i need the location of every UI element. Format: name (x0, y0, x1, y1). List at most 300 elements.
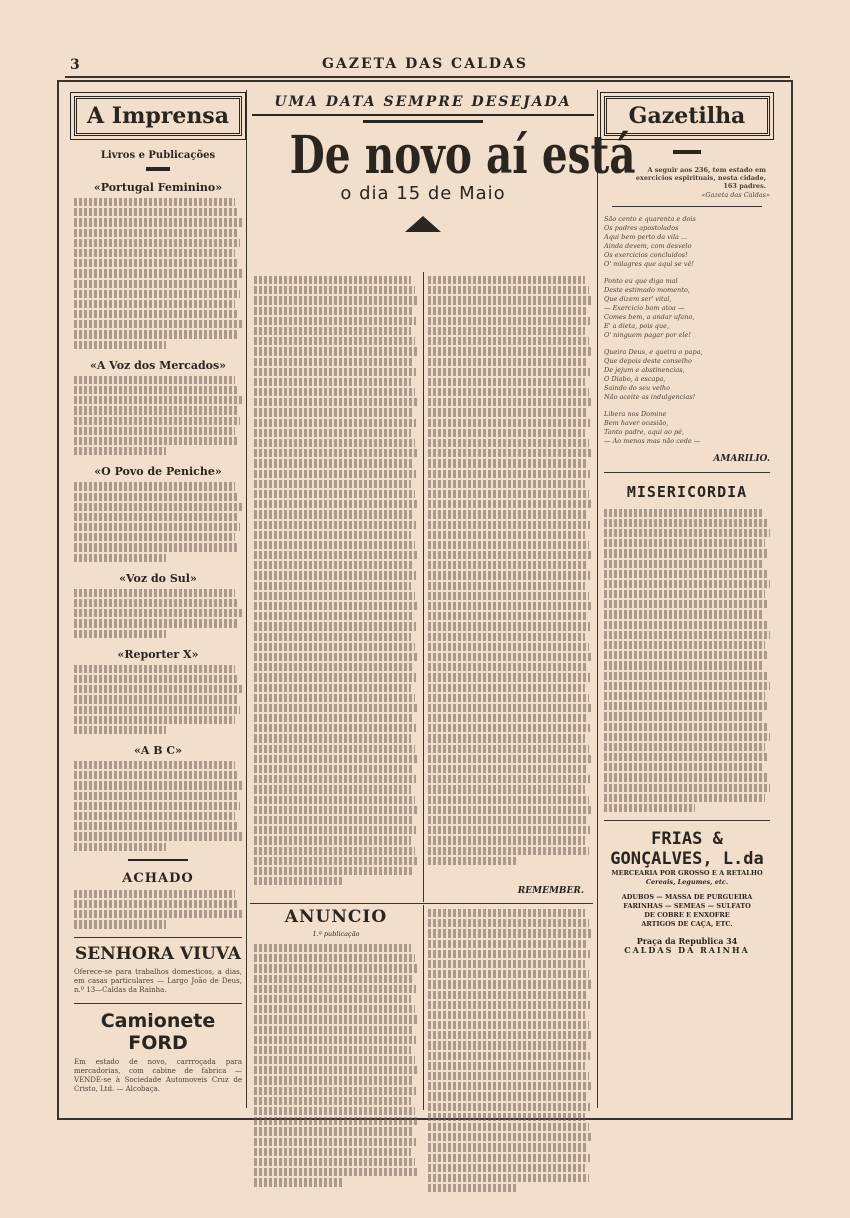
article-text-line (428, 643, 589, 651)
senhora-viuva-title: SENHORA VIUVA (75, 943, 241, 964)
article-signature: REMEMBER. (517, 886, 584, 896)
anuncio-text-line (428, 1174, 589, 1182)
misericordia-text-line (604, 519, 767, 527)
article-text-line (254, 714, 413, 722)
achado-text (74, 890, 242, 929)
article-text-line (254, 643, 415, 651)
article-text-line (428, 653, 592, 661)
article-text-line (254, 541, 415, 549)
article-text-line (254, 633, 411, 641)
article-text-line (428, 857, 518, 865)
article-text-line (428, 317, 590, 325)
imprensa-section-text-line (74, 589, 235, 597)
imprensa-section-text-line (74, 208, 239, 216)
article-text-line (254, 307, 413, 315)
column-rule-right (597, 90, 598, 1108)
poem-line: Não aceite as indulgencias! (604, 392, 696, 401)
imprensa-section-text-line (74, 493, 239, 501)
ad-line: ADUBOS — MASSA DE PURGUEIRA (621, 893, 753, 902)
poem-line: Que depois deste conselho (604, 356, 692, 365)
anuncio-column-a (254, 944, 418, 1189)
article-text-line (254, 622, 416, 630)
imprensa-title: A Imprensa (74, 96, 242, 136)
anuncio-text-line (428, 1011, 585, 1019)
article-text-line (428, 684, 585, 692)
imprensa-section-title: «A B C» (134, 744, 182, 758)
right-column (604, 96, 770, 1111)
ad-title: FRIAS & GONÇALVES, L.da (610, 829, 764, 870)
misericordia-text (604, 509, 770, 813)
anuncio-text-line (254, 1117, 418, 1125)
poem-stanza (604, 348, 770, 402)
article-column-b (428, 276, 592, 867)
article-text-line (254, 673, 416, 681)
anuncio-text-line (254, 1107, 415, 1115)
article-text-line (428, 622, 590, 630)
anuncio-text-line (428, 1103, 590, 1111)
kicker-rule-short (363, 120, 483, 123)
imprensa-section-text-line (74, 726, 166, 734)
anuncio-text-line (254, 1138, 416, 1146)
article-text-line (254, 459, 413, 467)
poem-line: Ainda devem, com desvelo (604, 241, 692, 250)
article-text-line (254, 317, 416, 325)
article-text-line (428, 836, 585, 844)
newspaper-title: GAZETA DAS CALDAS (321, 56, 529, 72)
header-rule (65, 76, 790, 78)
imprensa-section-text-line (74, 533, 235, 541)
article-text-line (428, 602, 592, 610)
article-text-line (254, 785, 411, 793)
achado-text-line (74, 900, 239, 908)
imprensa-section-text-line (74, 630, 166, 638)
misericordia-text-line (604, 743, 765, 751)
section-rule (612, 206, 762, 207)
poem-signature: AMARILIO. (713, 453, 770, 464)
ford-title: Camionete FORD (100, 1009, 216, 1054)
article-text-line (428, 459, 587, 467)
achado-text-line (74, 910, 242, 918)
poem-line: Comes bem, a andar ufano, (604, 312, 695, 321)
anuncio-text-line (428, 940, 587, 948)
ad-line: Cereais, Legumes, etc. (645, 878, 729, 887)
article-text-line (254, 439, 415, 447)
achado-text-line (74, 920, 166, 928)
misericordia-text-line (604, 529, 770, 537)
anuncio-text-line (254, 1036, 416, 1044)
article-text-line (254, 745, 415, 753)
article-text-line (254, 612, 413, 620)
article-text-line (254, 531, 411, 539)
misericordia-text-line (604, 773, 767, 781)
article-text-line (254, 836, 411, 844)
article-text-line (254, 653, 418, 661)
senhora-viuva-text: Oferece-se para trabalhos domesticos, a dias, em casas particulares — Largo João de Deus, n.º 13—Caldas da Rainha. (74, 967, 242, 994)
article-text-line (254, 378, 411, 386)
poem-line: E' a dieta, pois que, (604, 321, 670, 330)
anuncio-text-line (428, 970, 589, 978)
section-rule (604, 472, 770, 473)
imprensa-section-text-line (74, 198, 235, 206)
anuncio-text-line (428, 1062, 585, 1070)
article-text-line (428, 327, 585, 335)
article-text-line (428, 307, 587, 315)
article-text-line (428, 368, 590, 376)
imprensa-section-text-line (74, 300, 235, 308)
article-text-line (254, 592, 415, 600)
gazetilha-intro-source: «Gazeta das Caldas» (701, 190, 770, 199)
anuncio-text-line (428, 1041, 587, 1049)
imprensa-section-title: «Reporter X» (117, 647, 199, 661)
article-text-line (428, 755, 592, 763)
ad-address: Praça da Republica 34 (636, 936, 738, 947)
imprensa-section-text-line (74, 665, 235, 673)
article-text-line (254, 480, 411, 488)
anuncio-title: ANUNCIO (284, 907, 388, 927)
imprensa-sections (74, 181, 242, 851)
article-text-line (428, 470, 590, 478)
article-text-line (254, 857, 418, 865)
poem-line: Queira Deus, e queira o papa, (604, 347, 703, 356)
imprensa-section-text-line (74, 406, 237, 414)
imprensa-section-text-line (74, 482, 235, 490)
anuncio-text-line (428, 1082, 592, 1090)
poem-line: Saindo do seu velho (604, 383, 671, 392)
imprensa-section-text-line (74, 396, 242, 404)
divider (146, 167, 170, 171)
article-text-line (428, 296, 592, 304)
article-text-line (254, 602, 418, 610)
left-column (74, 96, 242, 1111)
article-text-line (428, 286, 589, 294)
anuncio-text-line (254, 1066, 418, 1074)
article-text-line (254, 500, 418, 508)
imprensa-section-text-line (74, 843, 166, 851)
poem-line: De jejum e abstinencias, (604, 365, 685, 374)
misericordia-text-line (604, 692, 765, 700)
anuncio-text-line (254, 995, 411, 1003)
anuncio-text-line (428, 1113, 585, 1121)
anuncio-text-line (428, 950, 590, 958)
misericordia-text-line (604, 712, 763, 720)
imprensa-section-text-line (74, 771, 239, 779)
ad-line: MERCEARIA POR GROSSO E A RETALHO (611, 869, 763, 878)
anuncio-text-line (428, 919, 589, 927)
article-text-line (254, 816, 413, 824)
article-text-line (254, 358, 413, 366)
imprensa-section-text-line (74, 239, 240, 247)
misericordia-text-line (604, 672, 767, 680)
article-text-line (428, 439, 589, 447)
divider (673, 150, 701, 154)
imprensa-section-text-line (74, 822, 239, 830)
article-text-line (428, 561, 587, 569)
article-text-line (428, 694, 589, 702)
anuncio-text-line (428, 909, 585, 917)
imprensa-section-text-line (74, 310, 239, 318)
achado-text-line (74, 890, 235, 898)
imprensa-section-text-line (74, 503, 242, 511)
article-text-line (428, 806, 592, 814)
article-text-line (254, 429, 411, 437)
section-rule (74, 1003, 242, 1004)
article-text-line (254, 663, 413, 671)
imprensa-section-text-line (74, 792, 237, 800)
misericordia-text-line (604, 631, 770, 639)
anuncio-text-line (254, 1178, 344, 1186)
article-text-line (254, 847, 415, 855)
gazetilha-poem (604, 215, 770, 446)
misericordia-text-line (604, 570, 767, 578)
poem-line: Os padres apostolados (604, 223, 679, 232)
anuncio-text-line (254, 1046, 411, 1054)
imprensa-section-text-line (74, 386, 239, 394)
article-text-line (428, 419, 590, 427)
imprensa-section-text-line (74, 685, 242, 693)
misericordia-text-line (604, 641, 765, 649)
poem-line: Aqui bem perto da vila ... (604, 232, 688, 241)
article-text-line (428, 633, 585, 641)
poem-line: Libera nos Domine (604, 409, 667, 418)
article-text-line (254, 408, 413, 416)
article-text-line (428, 724, 590, 732)
article-text-line (254, 684, 411, 692)
article-text-line (254, 286, 415, 294)
imprensa-section-text-line (74, 761, 235, 769)
article-text-line (428, 429, 585, 437)
poem-line: — Ao menos mas não cede — (604, 436, 701, 445)
imprensa-section-text-line (74, 229, 237, 237)
misericordia-text-line (604, 784, 770, 792)
misericordia-text-line (604, 702, 768, 710)
imprensa-section-text-line (74, 417, 240, 425)
article-text-line (428, 745, 589, 753)
imprensa-section-text-line (74, 341, 166, 349)
imprensa-section-text-line (74, 554, 166, 562)
poem-stanza (604, 215, 770, 269)
poem-line: Os exercicios concluidos! (604, 250, 688, 259)
anuncio-text-line (428, 1001, 590, 1009)
article-text-line (254, 347, 418, 355)
imprensa-section-text-line (74, 447, 166, 455)
section-rule (604, 820, 770, 821)
article-text-line (428, 510, 587, 518)
anuncio-text-line (428, 1092, 587, 1100)
misericordia-text-line (604, 753, 768, 761)
anuncio-text-line (254, 944, 411, 952)
triangle-ornament (405, 216, 441, 232)
misericordia-text-line (604, 539, 765, 547)
article-text-line (428, 734, 585, 742)
article-text-line (428, 582, 585, 590)
anuncio-text-line (428, 929, 592, 937)
imprensa-section-text-line (74, 259, 239, 267)
article-text-line (254, 510, 413, 518)
imprensa-section-text-line (74, 695, 237, 703)
article-text-line (428, 388, 589, 396)
article-text-line (428, 826, 590, 834)
article-text-line (428, 521, 590, 529)
imprensa-section-title: «Portugal Feminino» (93, 181, 223, 194)
anuncio-text-line (254, 975, 413, 983)
imprensa-section-text-line (74, 706, 240, 714)
article-text-line (254, 521, 416, 529)
imprensa-section-text-line (74, 218, 242, 226)
article-text-line (428, 673, 590, 681)
imprensa-section-text-line (74, 812, 235, 820)
kicker-rule (252, 114, 594, 116)
anuncio-text-line (254, 1158, 415, 1166)
poem-line: O' ninguem pagar por ele! (604, 330, 691, 339)
article-text-line (254, 490, 415, 498)
imprensa-section-text-line (74, 781, 242, 789)
imprensa-section-text-line (74, 330, 237, 338)
article-text-line (254, 734, 411, 742)
article-text-line (254, 449, 418, 457)
imprensa-section-title: «O Povo de Peniche» (94, 465, 222, 479)
article-text-line (428, 765, 587, 773)
anuncio-text-line (428, 1031, 592, 1039)
anuncio-text-line (254, 1015, 418, 1023)
imprensa-section-text-line (74, 320, 242, 328)
article-text-line (428, 775, 590, 783)
anuncio-subtitle: 1.ª publicação (312, 930, 360, 938)
gazetilha-intro: A seguir aos 236, tem estado em exercicios espirituais, nesta cidade, 163 padres. (635, 166, 766, 191)
article-text-line (428, 378, 585, 386)
anuncio-text-line (254, 1056, 415, 1064)
article-subheadline: o dia 15 de Maio (340, 183, 506, 204)
column-rule-left (246, 90, 247, 1108)
imprensa-section-text-line (74, 427, 235, 435)
ad-line: ARTIGOS DE CAÇA, ETC. (641, 920, 733, 929)
article-text-line (254, 561, 413, 569)
misericordia-text-line (604, 600, 768, 608)
anuncio-text-line (254, 1005, 415, 1013)
article-text-line (428, 541, 589, 549)
article-text-line (254, 796, 415, 804)
article-text-line (254, 806, 418, 814)
article-text-line (428, 592, 589, 600)
misericordia-text-line (604, 549, 768, 557)
poem-stanza (604, 277, 770, 340)
anuncio-text-line (428, 1154, 590, 1162)
article-text-line (254, 571, 416, 579)
article-kicker: UMA DATA SEMPRE DESEJADA (274, 94, 572, 110)
divider (128, 859, 188, 861)
poem-line: Deste estimado momento, (604, 285, 690, 294)
anuncio-text-line (428, 960, 585, 968)
imprensa-section-text-line (74, 376, 235, 384)
article-text-line (254, 877, 344, 885)
misericordia-text-line (604, 763, 763, 771)
anuncio-text-line (428, 1133, 592, 1141)
imprensa-section-text-line (74, 280, 237, 288)
article-text-line (428, 337, 589, 345)
anuncio-text-line (428, 1052, 590, 1060)
article-text-line (254, 551, 418, 559)
achado-title: ACHADO (122, 870, 194, 886)
imprensa-section-text-line (74, 802, 240, 810)
ad-line: DE COBRE E ENXOFRE (644, 911, 730, 920)
article-text-line (254, 419, 416, 427)
imprensa-section-text-line (74, 543, 239, 551)
article-text-line (428, 612, 587, 620)
article-text-line (428, 704, 592, 712)
misericordia-text-line (604, 794, 765, 802)
imprensa-section-text-line (74, 437, 239, 445)
ad-city: CALDAS DA RAINHA (624, 945, 750, 956)
anuncio-text-line (254, 1148, 411, 1156)
anuncio-text-line (254, 1087, 416, 1095)
gazetilha-title: Gazetilha (604, 96, 770, 136)
anuncio-text-line (428, 1143, 587, 1151)
article-text-line (254, 470, 416, 478)
anuncio-text-line (428, 980, 592, 988)
article-text-line (428, 408, 587, 416)
article-text-line (428, 663, 587, 671)
anuncio-text-line (254, 1076, 413, 1084)
article-column-a (254, 276, 418, 887)
imprensa-section-text-line (74, 523, 240, 531)
poem-line: Ponto eu que diga mal (604, 276, 678, 285)
poem-stanza (604, 410, 770, 446)
article-text-line (254, 368, 416, 376)
misericordia-title: MISERICORDIA (626, 482, 748, 501)
poem-line: — Exercicio bom atoa — (604, 303, 685, 312)
article-text-line (254, 694, 415, 702)
imprensa-section-text-line (74, 513, 237, 521)
misericordia-text-line (604, 804, 695, 812)
misericordia-text-line (604, 560, 763, 568)
imprensa-section-text-line (74, 619, 237, 627)
anuncio-text-line (428, 991, 587, 999)
section-rule (74, 937, 242, 938)
imprensa-section-text-line (74, 249, 235, 257)
article-text-line (254, 296, 418, 304)
anuncio-text-line (254, 1127, 413, 1135)
anuncio-text-line (254, 964, 418, 972)
misericordia-text-line (604, 682, 770, 690)
anuncio-text-line (428, 1123, 589, 1131)
article-text-line (254, 724, 416, 732)
misericordia-text-line (604, 610, 763, 618)
poem-line: O' milagres que aqui se vê! (604, 259, 694, 268)
anuncio-column-b (428, 909, 592, 1194)
poem-line: São cento e quarenta e dois (604, 214, 696, 223)
article-text-line (428, 551, 592, 559)
article-text-line (254, 775, 416, 783)
anuncio-text-line (254, 1097, 411, 1105)
anuncio-text-line (428, 1021, 589, 1029)
anuncio-text-line (254, 954, 415, 962)
article-text-line (428, 347, 592, 355)
article-text-line (428, 796, 589, 804)
imprensa-section-text-line (74, 609, 242, 617)
poem-line: Que dizem ser' vital, (604, 294, 672, 303)
article-text-line (428, 398, 592, 406)
article-text-line (428, 358, 587, 366)
article-text-line (254, 765, 413, 773)
article-text-line (428, 785, 585, 793)
anuncio-text-line (428, 1072, 589, 1080)
article-text-line (428, 490, 589, 498)
poem-line: Bem haver ocasião, (604, 418, 669, 427)
ford-text: Em estado de novo, carrroçada para mercadorias, com cabine de fabrica — VENDE-se à Sociedade Automoveis Cruz de Cristo, Ltd. — Alcobaça. (74, 1057, 242, 1093)
imprensa-section-text-line (74, 599, 239, 607)
article-text-line (254, 867, 413, 875)
article-text-line (254, 388, 415, 396)
article-text-line (428, 571, 590, 579)
